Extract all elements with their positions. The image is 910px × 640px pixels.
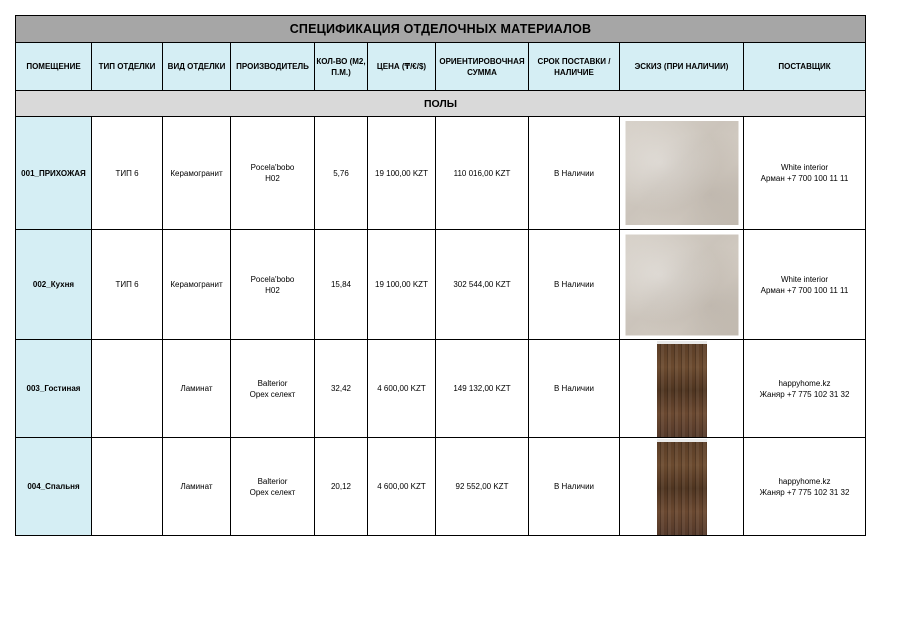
delivery-cell: В Наличии bbox=[529, 117, 620, 230]
supplier-cell bbox=[744, 340, 866, 438]
col-header-finish-kind: ВИД ОТДЕЛКИ bbox=[163, 43, 231, 91]
col-header-room: ПОМЕЩЕНИЕ bbox=[16, 43, 92, 91]
room-cell: 002_Кухня bbox=[16, 230, 92, 340]
col-header-sketch: ЭСКИЗ (ПРИ НАЛИЧИИ) bbox=[620, 43, 744, 91]
manufacturer-name: Balterior bbox=[257, 378, 288, 388]
sum-cell: 149 132,00 KZT bbox=[436, 340, 529, 438]
quantity-cell: 20,12 bbox=[315, 438, 368, 536]
manufacturer-model: Орех селект bbox=[249, 487, 296, 497]
quantity-cell: 5,76 bbox=[315, 117, 368, 230]
manufacturer-name: Balterior bbox=[257, 476, 288, 486]
supplier-cell bbox=[744, 230, 866, 340]
quantity-cell: 15,84 bbox=[315, 230, 368, 340]
finish-type-cell: ТИП 6 bbox=[92, 117, 163, 230]
delivery-cell: В Наличии bbox=[529, 230, 620, 340]
manufacturer-cell bbox=[231, 117, 315, 230]
finish-type-cell bbox=[92, 438, 163, 536]
delivery-cell: В Наличии bbox=[529, 438, 620, 536]
quantity-cell: 32,42 bbox=[315, 340, 368, 438]
sketch-cell bbox=[620, 438, 744, 536]
manufacturer-name: Pocela'bobo bbox=[250, 274, 295, 284]
col-header-delivery: СРОК ПОСТАВКИ / НАЛИЧИЕ bbox=[529, 43, 620, 91]
sum-cell: 110 016,00 KZT bbox=[436, 117, 529, 230]
table-row bbox=[16, 117, 866, 230]
spec-table bbox=[15, 15, 866, 536]
finish-kind-cell: Керамогранит bbox=[163, 117, 231, 230]
supplier-name: White interior bbox=[780, 274, 829, 284]
price-cell: 19 100,00 KZT bbox=[368, 117, 436, 230]
sketch-cell bbox=[620, 340, 744, 438]
room-cell: 004_Спальня bbox=[16, 438, 92, 536]
col-header-sum: ОРИЕНТИРОВОЧНАЯ СУММА bbox=[436, 43, 529, 91]
table-row bbox=[16, 230, 866, 340]
manufacturer-cell bbox=[231, 438, 315, 536]
price-cell: 19 100,00 KZT bbox=[368, 230, 436, 340]
section-title: ПОЛЫ bbox=[16, 91, 866, 117]
document-title: СПЕЦИФИКАЦИЯ ОТДЕЛОЧНЫХ МАТЕРИАЛОВ bbox=[16, 16, 866, 43]
table-row bbox=[16, 438, 866, 536]
manufacturer-model: H02 bbox=[265, 174, 280, 183]
col-header-supplier: ПОСТАВЩИК bbox=[744, 43, 866, 91]
finish-type-cell: ТИП 6 bbox=[92, 230, 163, 340]
supplier-name: White interior bbox=[780, 163, 829, 172]
porcelain-tile-image bbox=[625, 121, 738, 225]
finish-kind-cell: Ламинат bbox=[163, 340, 231, 438]
sketch-cell bbox=[620, 230, 744, 340]
finish-kind-cell: Керамогранит bbox=[163, 230, 231, 340]
finish-type-cell bbox=[92, 340, 163, 438]
col-header-finish-type: ТИП ОТДЕЛКИ bbox=[92, 43, 163, 91]
manufacturer-cell bbox=[231, 340, 315, 438]
supplier-name: happyhome.kz bbox=[778, 476, 831, 486]
supplier-contact: Жаняр +7 775 102 31 32 bbox=[759, 487, 850, 497]
col-header-price: ЦЕНА (₸/€/$) bbox=[368, 43, 436, 91]
price-cell: 4 600,00 KZT bbox=[368, 438, 436, 536]
manufacturer-model: Орех селект bbox=[249, 389, 296, 399]
supplier-contact: Арман +7 700 100 11 11 bbox=[760, 174, 849, 183]
walnut-laminate-image bbox=[657, 341, 707, 437]
supplier-contact: Арман +7 700 100 11 11 bbox=[760, 285, 849, 295]
price-cell: 4 600,00 KZT bbox=[368, 340, 436, 438]
supplier-contact: Жаняр +7 775 102 31 32 bbox=[759, 389, 850, 399]
room-cell: 001_ПРИХОЖАЯ bbox=[16, 117, 92, 230]
sum-cell: 302 544,00 KZT bbox=[436, 230, 529, 340]
sketch-cell bbox=[620, 117, 744, 230]
table-row bbox=[16, 340, 866, 438]
supplier-cell bbox=[744, 117, 866, 230]
col-header-quantity: КОЛ-ВО (М2, П.М.) bbox=[315, 43, 368, 91]
col-header-manufacturer: ПРОИЗВОДИТЕЛЬ bbox=[231, 43, 315, 91]
manufacturer-cell bbox=[231, 230, 315, 340]
manufacturer-model: H02 bbox=[265, 285, 280, 295]
supplier-cell bbox=[744, 438, 866, 536]
walnut-laminate-image bbox=[657, 439, 707, 535]
supplier-name: happyhome.kz bbox=[778, 378, 831, 388]
manufacturer-name: Pocela'bobo bbox=[250, 163, 295, 172]
porcelain-tile-image bbox=[625, 234, 738, 335]
sum-cell: 92 552,00 KZT bbox=[436, 438, 529, 536]
delivery-cell: В Наличии bbox=[529, 340, 620, 438]
room-cell: 003_Гостиная bbox=[16, 340, 92, 438]
finish-kind-cell: Ламинат bbox=[163, 438, 231, 536]
